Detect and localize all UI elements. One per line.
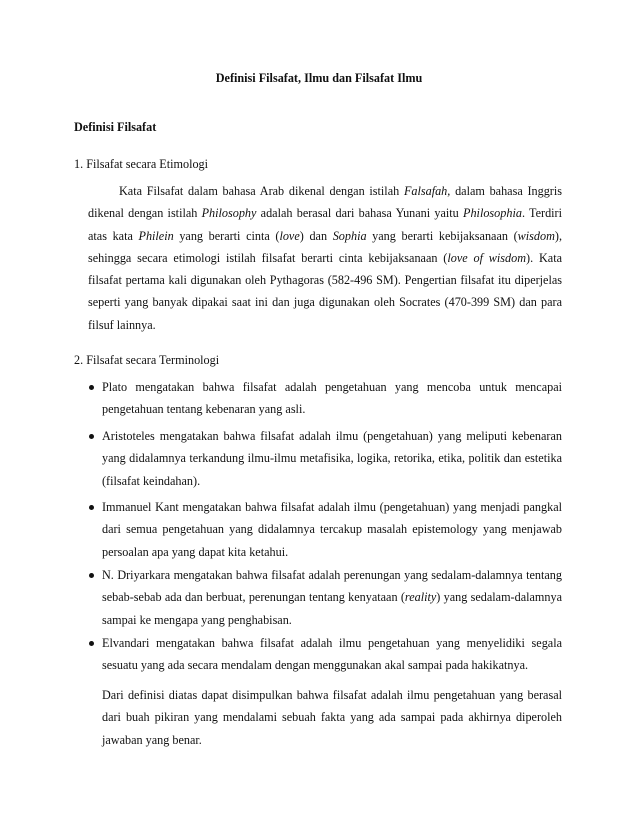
text-run: . Terdiri atas kata	[88, 206, 562, 243]
text-run: N. Driyarkara mengatakan bahwa filsafat adalah perenungan yang sedalam-dalamnya tentang sebab-sebab ada dan berbuat, perenungan tentang kenyataan (	[102, 568, 562, 605]
bullet-icon	[89, 434, 94, 439]
text-run: Kata Filsafat dalam bahasa Arab dikenal dengan istilah	[119, 184, 404, 198]
text-run: ), sehingga secara etimologi istilah filsafat berarti cinta kebijaksanaan (	[88, 228, 562, 265]
list-item	[88, 564, 562, 631]
list-item	[88, 425, 562, 492]
list-item	[88, 376, 562, 421]
definition-elvandari: Elvandari mengatakan bahwa filsafat adalah ilmu pengetahuan yang menyelidiki segala sesuatu yang ada secara mendalam dengan menggunakan akal sampai pada hakikatnya.	[102, 636, 562, 673]
etimologi-paragraph	[88, 180, 562, 336]
term-sophia: Sophia	[332, 228, 367, 243]
bullet-icon	[89, 573, 94, 578]
list-item	[88, 632, 562, 677]
section-heading: Definisi Filsafat	[74, 120, 157, 134]
etimologi-heading: 1. Filsafat secara Etimologi	[74, 157, 209, 171]
term-love-of-wisdom: love of wisdom	[447, 250, 527, 265]
terminologi-heading: 2. Filsafat secara Terminologi	[74, 353, 220, 367]
text-run: yang berarti kebijaksanaan (	[366, 228, 518, 243]
term-love: love	[279, 228, 300, 243]
document-title: Definisi Filsafat, Ilmu dan Filsafat Ilmu	[215, 71, 423, 85]
term-falsafah: Falsafah,	[403, 184, 451, 198]
definition-kant: Immanuel Kant mengatakan bahwa filsafat adalah ilmu (pengetahuan) yang menjadi pangkal dari semua pengetahuan yang didalamnya tercakup masalah epistemology yang menjawab persoalan apa yang dapat kita ketahui.	[102, 500, 562, 559]
text-run: dalam bahasa Inggris dikenal dengan istilah	[88, 184, 562, 221]
conclusion-paragraph: Dari definisi diatas dapat disimpulkan bahwa filsafat adalah ilmu pengetahuan yang berasal dari buah pikiran yang mendalami sebuah fakta yang ada sampai pada akhirnya diperoleh jawaban yang benar.	[102, 688, 562, 747]
text-run: ). Kata filsafat pertama kali digunakan oleh Pythagoras (582-496 SM). Pengertian filsafat itu diperjelas seperti yang banyak dipakai saat ini dan juga digunakan oleh Socrates (470-399 SM) dan para filsuf lainnya.	[88, 250, 562, 332]
term-philosophia: Philosophia	[463, 206, 522, 221]
term-philein: Philein	[138, 228, 174, 243]
term-philosophy: Philosophy	[201, 206, 257, 221]
term-reality: reality	[404, 590, 437, 605]
bullet-icon	[89, 505, 94, 510]
list-item	[88, 496, 562, 563]
text-run: yang berarti cinta (	[173, 228, 280, 243]
text-run: ) yang sedalam-dalamnya sampai ke mengapa yang penghabisan.	[102, 590, 562, 627]
bullet-icon	[89, 641, 94, 646]
definition-aristoteles: Aristoteles mengatakan bahwa filsafat adalah ilmu (pengetahuan) yang meliputi kebenaran yang didalamnya terkandung ilmu-ilmu metafisika, logika, retorika, etika, politik dan estetika (filsafat keindahan).	[102, 429, 562, 488]
term-wisdom: wisdom	[517, 228, 555, 243]
definition-driyarkara	[102, 564, 562, 631]
text-run: ) dan	[299, 228, 333, 243]
text-run: adalah berasal dari bahasa Yunani yaitu	[256, 206, 464, 221]
definition-plato: Plato mengatakan bahwa filsafat adalah pengetahuan yang mencoba untuk mencapai pengetahuan tentang kebenaran yang asli.	[102, 380, 562, 417]
bullet-icon	[89, 385, 94, 390]
